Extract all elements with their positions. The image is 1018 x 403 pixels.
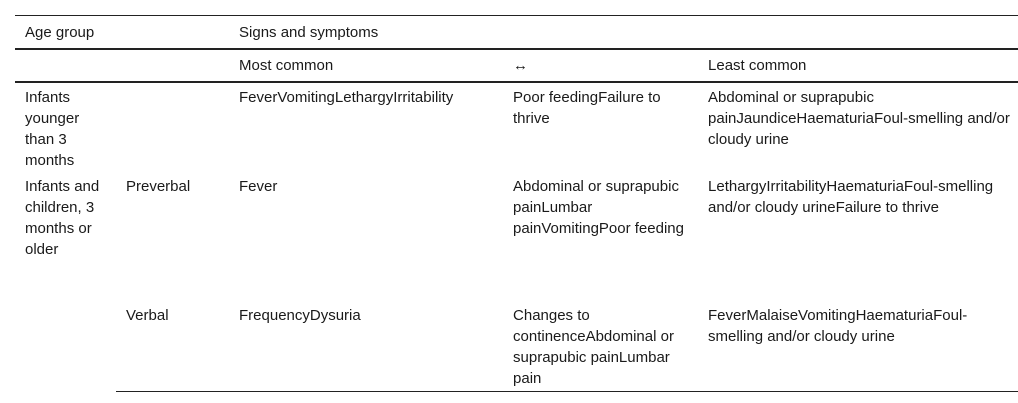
mid-cell: Poor feedingFailure to thrive [513, 89, 661, 127]
least-common-cell: Abdominal or suprapubic painJaundiceHaematuriaFoul-smelling and/or cloudy urine [708, 89, 1010, 148]
most-common-cell: FeverVomitingLethargyIrritability [239, 89, 454, 106]
header-row-2 [15, 49, 1018, 82]
mid-cell: Changes to continenceAbdominal or suprapubic painLumbar pain [503, 300, 698, 392]
header-empty-cell [15, 49, 229, 82]
header-signs-symptoms: Signs and symptoms [229, 16, 1018, 50]
age-cell: Infants younger than 3 months [25, 89, 80, 169]
header-least-common: Least common [698, 49, 1018, 82]
least-common-cell: FeverMalaiseVomitingHaematuriaFoul-smelling and/or cloudy urine [698, 300, 1018, 392]
most-common-cell: FrequencyDysuria [229, 300, 503, 392]
header-age-group: Age group [15, 16, 229, 50]
most-common-cell: Fever [239, 178, 278, 195]
subgroup-cell: Verbal [116, 300, 229, 392]
header-arrow: ↔ [503, 49, 698, 82]
symptoms-table-container [15, 15, 1018, 392]
mid-cell: Abdominal or suprapubic painLumbar painVomitingPoor feeding [513, 178, 684, 237]
least-common-cell: LethargyIrritabilityHaematuriaFoul-smelling and/or cloudy urineFailure to thrive [708, 178, 994, 216]
table-row [15, 82, 1018, 171]
signs-symptoms-table [15, 15, 1018, 392]
header-row-1 [15, 16, 1018, 50]
table-row [15, 300, 1018, 392]
subgroup-cell: Preverbal [126, 178, 191, 195]
table-row [15, 171, 1018, 300]
age-cell: Infants and children, 3 months or older [25, 178, 100, 258]
header-most-common: Most common [229, 49, 503, 82]
subgroup-cell [116, 82, 229, 171]
